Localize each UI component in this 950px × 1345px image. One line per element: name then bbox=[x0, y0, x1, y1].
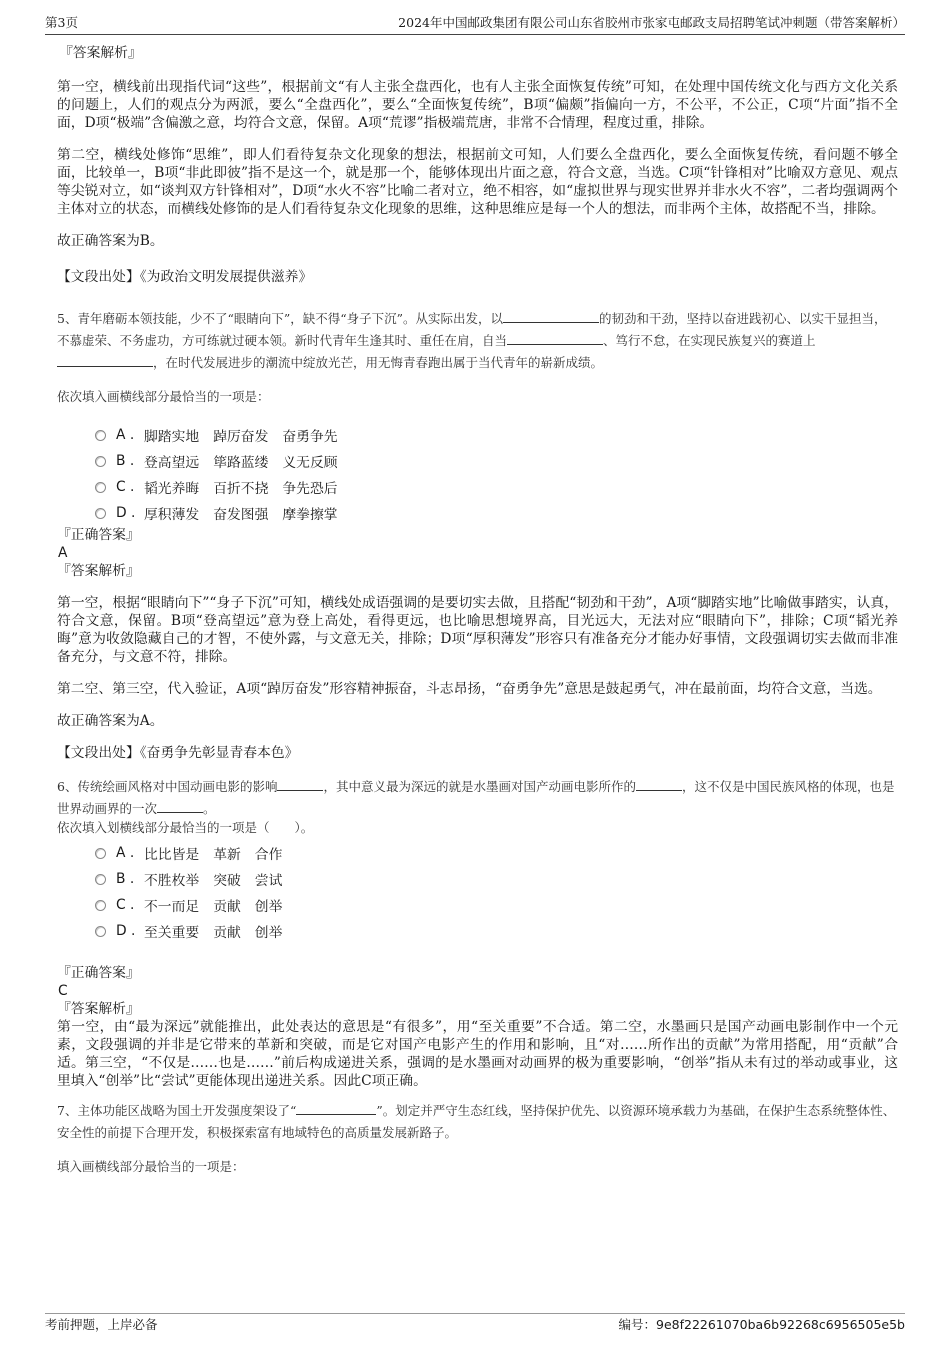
question-prompt: 填入画横线部分最恰当的一项是： bbox=[57, 1159, 245, 1174]
document-id: 编号：9e8f22261070ba6b92268c6956505e5b bbox=[618, 1317, 905, 1332]
page-header bbox=[45, 14, 905, 35]
question-prompt: 依次填入画横线部分最恰当的一项是： bbox=[57, 389, 270, 404]
option-list bbox=[57, 422, 898, 526]
option-a[interactable]: A . 比比皆是 革新 合作 bbox=[95, 840, 898, 866]
radio-button[interactable] bbox=[95, 456, 106, 467]
correct-answer: C bbox=[58, 983, 68, 999]
document-title: 2024年中国邮政集团有限公司山东省胶州市张家屯邮政支局招聘笔试冲刺题（带答案解析） bbox=[398, 15, 905, 30]
option-d[interactable]: D . 厚积薄发 奋发图强 摩拳擦掌 bbox=[95, 500, 898, 526]
page-footer bbox=[45, 1313, 905, 1334]
radio-button[interactable] bbox=[95, 848, 106, 859]
option-list bbox=[57, 840, 898, 944]
correct-answer-label: 『正确答案』 bbox=[57, 965, 140, 981]
fill-blank bbox=[636, 776, 682, 791]
source-citation: 【文段出处】《为政治文明发展提供滋养》 bbox=[57, 269, 313, 285]
analysis-label: 『答案解析』 bbox=[57, 563, 140, 579]
footer-slogan: 考前押题，上岸必备 bbox=[45, 1317, 158, 1332]
analysis-paragraph: 第一空，由“最为深远”就能推出，此处表达的意思是“有很多”，用“至关重要”不合适。第二空，水墨画只是国产动画电影制作中一个元素，文段强调的并非是它带来的革新和突破，而是它对国产电影产生的作用和影响，且“对……所作出的贡献”为常用搭配，用“贡献”合适。第三空，“不仅是……也是……”前后构成递进关系，强调的是水墨画对动画界的极为重要影响，“创举”指从未有过的举动或事业，这里填入“创举”比“尝试”更能体现出递进关系。因此C项正确。 bbox=[57, 1019, 898, 1089]
fill-blank bbox=[157, 798, 203, 813]
option-a[interactable]: A . 脚踏实地 踔厉奋发 奋勇争先 bbox=[95, 422, 898, 448]
fill-blank bbox=[57, 352, 153, 367]
analysis-paragraph: 第二空、第三空，代入验证，A项“踔厉奋发”形容精神振奋，斗志昂扬，“奋勇争先”意思是鼓起勇气，冲在最前面，均符合文意，当选。 bbox=[57, 681, 882, 697]
question-6-text: 6、传统绘画风格对中国动画电影的影响 ，其中意义最为深远的就是水墨画对国产动画电影所作的 ，这不仅是中国民族风格的体现，也是世界动画界的一次 。 bbox=[57, 776, 898, 820]
fill-blank bbox=[296, 1100, 376, 1115]
fill-blank bbox=[277, 776, 323, 791]
page-number: 第3页 bbox=[45, 15, 78, 30]
radio-button[interactable] bbox=[95, 430, 106, 441]
option-c[interactable]: C . 不一而足 贡献 创举 bbox=[95, 892, 898, 918]
fill-blank bbox=[503, 308, 599, 323]
question-7-text: 7、主体功能区战略为国土开发强度架设了“ ”。划定并严守生态红线，坚持保护优先、以资源环境承载力为基础，在保护生态系统整体性、安全性的前提下合理开发，积极探索富有地域特色的高质量发展新路子。 bbox=[57, 1100, 898, 1144]
option-b[interactable]: B . 登高望远 筚路蓝缕 义无反顾 bbox=[95, 448, 898, 474]
radio-button[interactable] bbox=[95, 874, 106, 885]
question-prompt: 依次填入划横线部分最恰当的一项是（ ）。 bbox=[57, 820, 314, 835]
correct-answer-label: 『正确答案』 bbox=[57, 527, 140, 543]
option-d[interactable]: D . 至关重要 贡献 创举 bbox=[95, 918, 898, 944]
radio-button[interactable] bbox=[95, 926, 106, 937]
analysis-paragraph: 第一空，根据“眼睛向下”“身子下沉”可知，横线处成语强调的是要切实去做，且搭配“韧劲和干劲”，A项“脚踏实地”比喻做事踏实，认真，符合文意，保留。B项“登高望远”意为登上高处，看得更远，也比喻思想境界高，目光远大，无法对应“眼睛向下”，排除；C项“韬光养晦”意为收敛隐藏自己的才智，不使外露，与文意无关，排除；D项“厚积薄发”形容只有准备充分才能办好事情，文段强调切实去做而非准备充分，与文意不符，排除。 bbox=[57, 595, 898, 665]
radio-button[interactable] bbox=[95, 900, 106, 911]
page-content bbox=[57, 44, 898, 1178]
option-c[interactable]: C . 韬光养晦 百折不挠 争先恐后 bbox=[95, 474, 898, 500]
analysis-paragraph: 第二空，横线处修饰“思维”，即人们看待复杂文化现象的想法，根据前文可知，人们要么全盘西化，要么全面恢复传统，看问题不够全面，比较单一，B项“非此即彼”指不是这一个，就是那一个，能够体现出片面之意，符合文意，当选。C项“针锋相对”比喻双方意见、观点等尖锐对立，如“谈判双方针锋相对”，D项“水火不容”比喻二者对立，绝不相容，如“虚拟世界与现实世界并非水火不容”，二者均强调两个主体对立的状态，而横线处修饰的是人们看待复杂文化现象的思维，这种思维应是每一个人的想法，而非两个主体，故搭配不当，排除。 bbox=[57, 147, 898, 217]
analysis-label: 『答案解析』 bbox=[59, 45, 142, 61]
option-b[interactable]: B . 不胜枚举 突破 尝试 bbox=[95, 866, 898, 892]
correct-answer: A bbox=[58, 545, 68, 561]
radio-button[interactable] bbox=[95, 508, 106, 519]
analysis-label: 『答案解析』 bbox=[57, 1001, 140, 1017]
fill-blank bbox=[507, 330, 603, 345]
analysis-paragraph: 第一空，横线前出现指代词“这些”，根据前文“有人主张全盘西化，也有人主张全面恢复传统”可知，在处理中国传统文化与西方文化关系的问题上，人们的观点分为两派，要么“全盘西化”，要么“全面恢复传统”，B项“偏颇”指偏向一方，不公平，不公正，C项“片面”指不全面，D项“极端”含偏激之意，均符合文意，保留。A项“荒谬”指极端荒唐，非常不合情理，程度过重，排除。 bbox=[57, 79, 898, 131]
radio-button[interactable] bbox=[95, 482, 106, 493]
question-5-text: 5、青年磨砺本领技能，少不了“眼睛向下”，缺不得“身子下沉”。从实际出发，以 的韧劲和干劲，坚持以奋进践初心、以实干显担当，不慕虚荣、不务虚功，方可练就过硬本领。新时代青年生逢其时、重任在肩，自当 、笃行不怠，在实现民族复兴的赛道上，在时代发展进步的潮流中绽放光芒，用无悔青春跑出属于当代青年的崭新成绩。 bbox=[57, 308, 898, 374]
answer-conclusion: 故正确答案为A。 bbox=[57, 713, 164, 729]
answer-conclusion: 故正确答案为B。 bbox=[57, 233, 164, 249]
source-citation: 【文段出处】《奋勇争先彰显青春本色》 bbox=[57, 745, 299, 761]
